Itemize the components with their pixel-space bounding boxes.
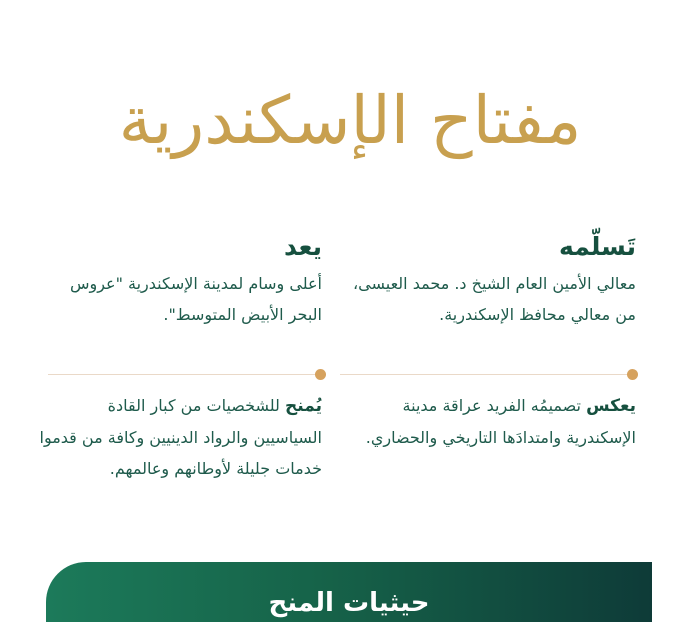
received-heading: تَسلّمه <box>559 232 636 261</box>
page-title: مفتاح الإسكندرية <box>118 82 582 159</box>
is-heading: يعد <box>284 232 322 261</box>
banner-title: حيثيات المنح <box>268 588 430 618</box>
divider-left <box>48 374 318 375</box>
is-text: أعلى وسام لمدينة الإسكندرية "عروس البحر الأبيض المتوسط". <box>69 274 322 324</box>
left-column-top <box>37 230 322 330</box>
reflects-text: تصميمُه الفريد عراقة مدينة الإسكندرية وامتدادَها التاريخي والحضاري. <box>365 396 636 447</box>
right-column-top <box>351 230 636 330</box>
divider-dot-right <box>627 369 638 380</box>
granted-lead: يُمنح <box>285 396 322 416</box>
reflects-lead: يعكس <box>586 396 636 416</box>
received-text: معالي الأمين العام الشيخ د. محمد العيسى، من معالي محافظ الإسكندرية. <box>352 274 636 324</box>
granted-text: للشخصيات من كبار القادة السياسيين والرواد الدينيين وكافة من قدموا خدمات جليلة لأوطانهم وعالمهم. <box>39 396 322 478</box>
right-column-bottom <box>351 390 636 453</box>
left-column-bottom <box>37 390 322 484</box>
section-banner <box>46 562 652 622</box>
divider-dot-left <box>315 369 326 380</box>
divider-right <box>340 374 630 375</box>
